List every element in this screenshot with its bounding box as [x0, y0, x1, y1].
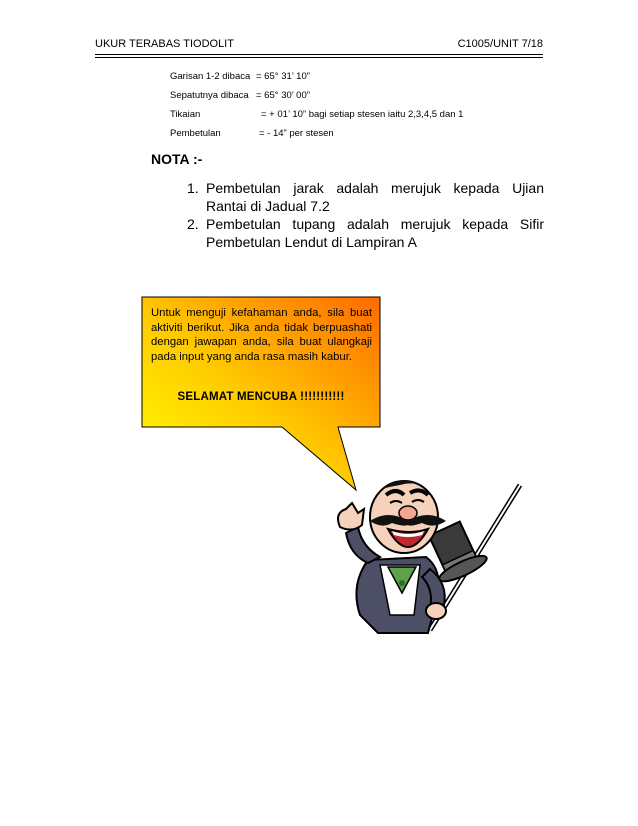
header-unit-code: C1005/UNIT 7/18 [457, 38, 543, 50]
reading-label: Pembetulan [170, 128, 221, 139]
reading-value: = + 01’ 10” bagi setiap stesen iaitu 2,3,4,5 dan 1 [261, 109, 464, 120]
bubble-cta: SELAMAT MENCUBA !!!!!!!!!!! [177, 391, 345, 403]
note-text: Pembetulan tupang adalah merujuk kepada Sifir Pembetulan Lendut di Lampiran A [206, 216, 544, 250]
reading-label: Garisan 1-2 dibaca [170, 71, 251, 82]
note-text: Pembetulan jarak adalah merujuk kepada Ujian Rantai di Jadual 7.2 [206, 180, 544, 214]
cheering-showman-icon [330, 465, 530, 635]
reading-value: = 65° 31’ 10” [256, 71, 310, 82]
bubble-message: Untuk menguji kefahaman anda, sila buat aktiviti berikut. Jika anda tidak berpuashati dengan jawapan anda, sila buat ulangkaji pada input yang anda rasa masih kabur. [151, 307, 372, 363]
header-title: UKUR TERABAS TIODOLIT [95, 38, 234, 50]
reading-label: Tikaian [170, 109, 201, 120]
reading-value: = - 14” per stesen [259, 128, 334, 139]
reading-label: Sepatutnya dibaca [170, 90, 249, 101]
note-number: 1. [187, 180, 199, 196]
reading-value: = 65° 30’ 00” [256, 90, 310, 101]
note-number: 2. [187, 216, 199, 232]
nota-heading: NOTA :- [151, 151, 203, 167]
